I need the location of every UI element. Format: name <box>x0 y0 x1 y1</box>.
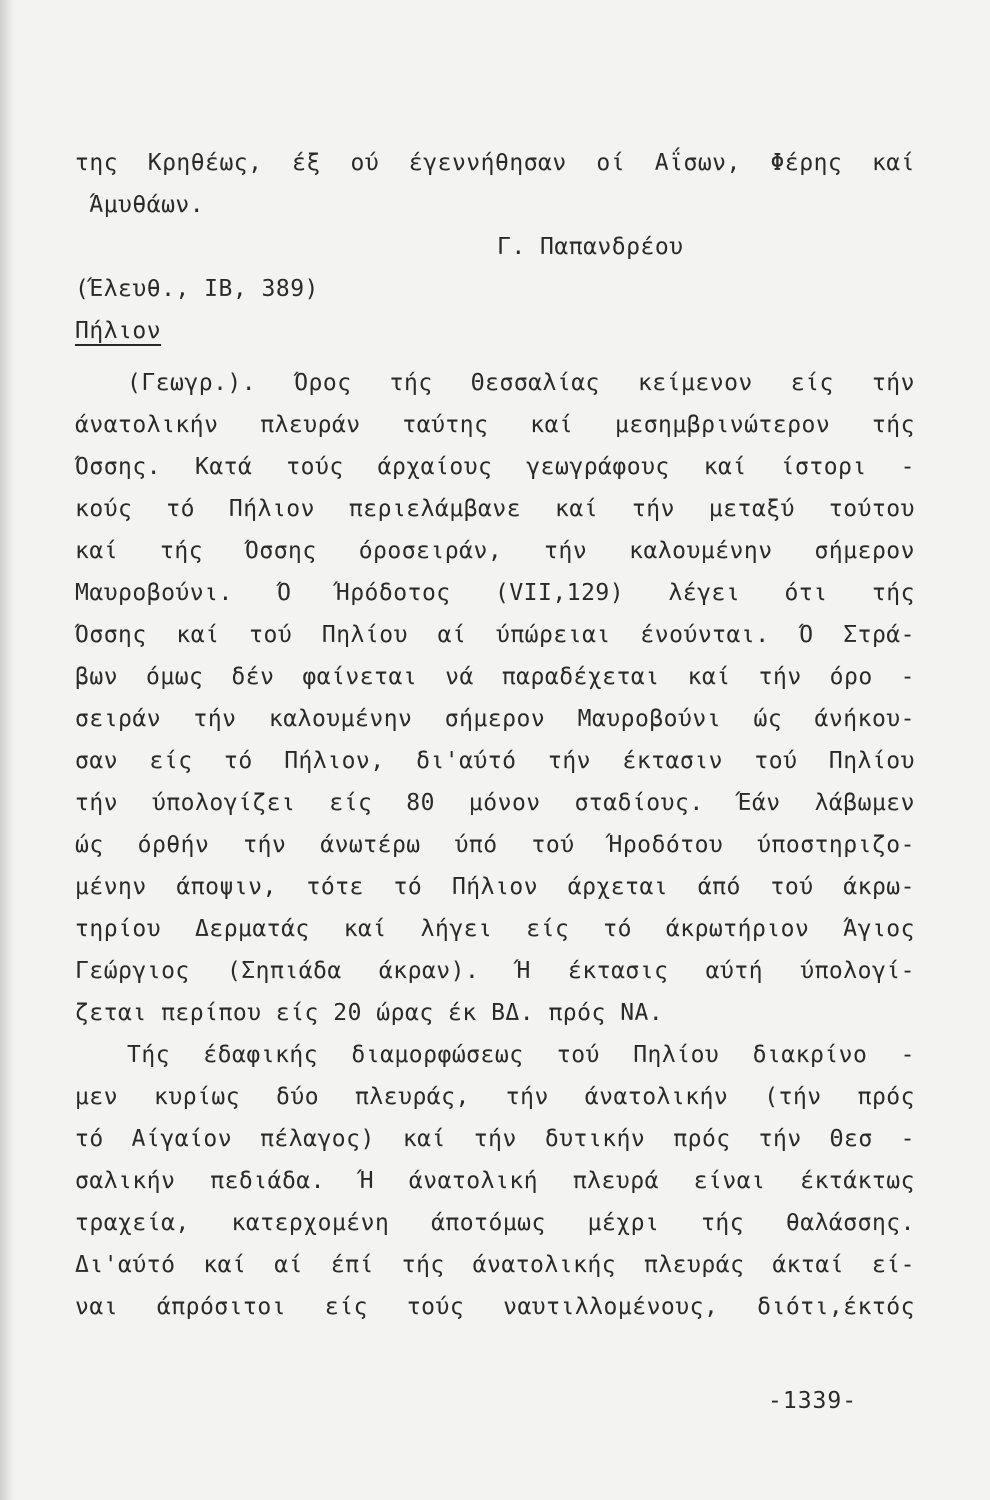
typed-text-body <box>75 142 915 1328</box>
page-number: -1339- <box>768 1388 858 1414</box>
text-line: μένην άποψιν, τότε τό Πήλιον άρχεται άπό τού άκρω- <box>75 874 915 900</box>
page-edge-shadow <box>0 0 14 1500</box>
text-line: Μαυροβούνι. Ό Ήρόδοτος (VII,129) λέγει ότι τής <box>75 580 915 606</box>
section-heading <box>75 310 915 352</box>
text-line: Άμυθάων. <box>75 192 205 218</box>
text-line: ναι άπρόσιτοι είς τούς ναυτιλλομένους, διότι,έκτός <box>75 1294 915 1320</box>
text-line: κούς τό Πήλιον περιελάμβανε καί τήν μεταξύ τούτου <box>75 496 915 522</box>
text-line: μεν κυρίως δύο πλευράς, τήν άνατολικήν (τήν πρός <box>75 1084 915 1110</box>
text-line: βων όμως δέν φαίνεται νά παραδέχεται καί τήν όρο - <box>75 664 915 690</box>
text-line: (Γεωγρ.). Όρος τής Θεσσαλίας κείμενον είς τήν <box>127 370 915 396</box>
text-line: Όσσης. Κατά τούς άρχαίους γεωγράφους καί ίστορι - <box>75 454 915 480</box>
text-line: καί τής Όσσης όροσειράν, τήν καλουμένην σήμερον <box>75 538 915 564</box>
text-line: τραχεία, κατερχομένη άποτόμως μέχρι τής θαλάσσης. <box>75 1210 915 1236</box>
text-line: σειράν τήν καλουμένην σήμερον Μαυροβούνι ώς άνήκου- <box>75 706 915 732</box>
text-line: της Κρηθέως, έξ ού έγεννήθησαν οί Αΐσων, Φέρης καί <box>75 150 915 176</box>
text-line: τηρίου Δερματάς καί λήγει είς τό άκρωτήριον Άγιος <box>75 916 915 942</box>
citation: (Έλευθ., ΙΒ, 389) <box>75 276 319 302</box>
text-line: άνατολικήν πλευράν ταύτης καί μεσημβρινώτερον τής <box>75 412 915 438</box>
text-line: Δι'αύτό καί αί έπί τής άνατολικής πλευράς άκταί εί- <box>75 1252 915 1278</box>
text-line: ώς όρθήν τήν άνωτέρω ύπό τού Ήροδότου ύποστηριζο- <box>75 832 915 858</box>
text-line: σαν είς τό Πήλιον, δι'αύτό τήν έκτασιν τού Πηλίου <box>75 748 915 774</box>
text-line: σαλικήν πεδιάδα. Ή άνατολική πλευρά είναι έκτάκτως <box>75 1168 915 1194</box>
heading-text: Πήλιον <box>75 318 162 344</box>
text-line: ζεται περίπου είς 20 ώρας έκ ΒΔ. πρός ΝΑ. <box>75 1000 664 1026</box>
text-line: Γεώργιος (Σηπιάδα άκραν). Ή έκτασις αύτή ύπολογί- <box>75 958 915 984</box>
text-line: τήν ύπολογίζει είς 80 μόνον σταδίους. Έάν λάβωμεν <box>75 790 915 816</box>
text-line: τό Αίγαίον πέλαγος) καί τήν δυτικήν πρός τήν Θεσ - <box>75 1126 915 1152</box>
author-signature: Γ. Παπανδρέου <box>497 234 684 260</box>
text-line: Τής έδαφικής διαμορφώσεως τού Πηλίου διακρίνο - <box>127 1042 915 1068</box>
text-line: Όσσης καί τού Πηλίου αί ύπώρειαι ένούνται. Ό Στρά- <box>75 622 915 648</box>
